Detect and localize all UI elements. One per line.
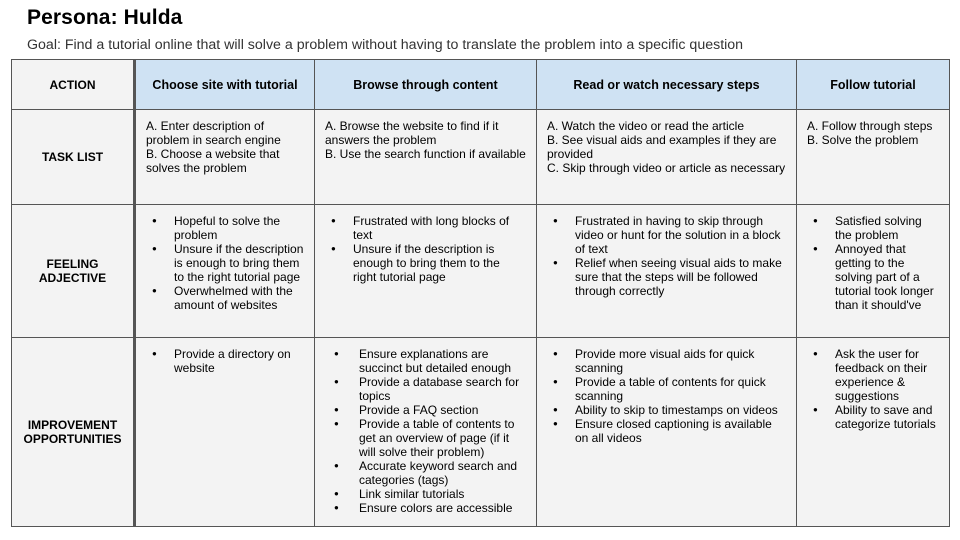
task-item: A. Follow through steps bbox=[807, 119, 933, 133]
task-cell-1 bbox=[135, 110, 315, 205]
list-item: ● Accurate keyword search and categories (tags) bbox=[325, 459, 526, 487]
list-item: ● Provide a table of contents to get an overview of page (if it will solve their problem) bbox=[325, 417, 526, 459]
row-header-improvement: IMPROVEMENT OPPORTUNITIES bbox=[12, 338, 135, 527]
row-header-task-list: TASK LIST bbox=[12, 110, 135, 205]
list-item: ● Hopeful to solve the problem bbox=[146, 214, 304, 242]
column-header-1: Choose site with tutorial bbox=[135, 60, 315, 110]
column-header-2: Browse through content bbox=[315, 60, 537, 110]
page-title: Persona: Hulda bbox=[27, 6, 183, 29]
improvement-cell-1 bbox=[135, 338, 315, 527]
list-item: ● Provide a FAQ section bbox=[325, 403, 526, 417]
list-item: ● Ensure closed captioning is available on all videos bbox=[547, 417, 786, 445]
list-item: ● Annoyed that getting to the solving part of a tutorial took longer than it should've bbox=[807, 242, 939, 312]
improvement-row bbox=[12, 338, 950, 527]
column-header-4: Follow tutorial bbox=[797, 60, 950, 110]
column-header-3: Read or watch necessary steps bbox=[537, 60, 797, 110]
row-header-action: ACTION bbox=[12, 60, 135, 110]
list-item: ● Satisfied solving the problem bbox=[807, 214, 939, 242]
task-item: B. Solve the problem bbox=[807, 133, 919, 147]
task-item: B. Use the search function if available bbox=[325, 147, 526, 161]
task-list-row bbox=[12, 110, 950, 205]
improvement-cell-4 bbox=[797, 338, 950, 527]
task-cell-4 bbox=[797, 110, 950, 205]
task-cell-2 bbox=[315, 110, 537, 205]
improvement-cell-2 bbox=[315, 338, 537, 527]
task-item: A. Browse the website to find if it answers the problem bbox=[325, 119, 499, 147]
list-item: ● Ability to save and categorize tutorials bbox=[807, 403, 939, 431]
list-item: ● Provide a database search for topics bbox=[325, 375, 526, 403]
list-item: ● Link similar tutorials bbox=[325, 487, 526, 501]
list-item: ● Unsure if the description is enough to bring them to the right tutorial page bbox=[146, 242, 304, 284]
list-item: ● Provide a directory on website bbox=[146, 347, 304, 375]
list-item: ● Unsure if the description is enough to bring them to the right tutorial page bbox=[325, 242, 526, 284]
list-item: ● Frustrated with long blocks of text bbox=[325, 214, 526, 242]
goal-statement: Goal: Find a tutorial online that will solve a problem without having to translate the problem into a specific question bbox=[27, 37, 744, 53]
header-row bbox=[12, 60, 950, 110]
improvement-cell-3 bbox=[537, 338, 797, 527]
task-item: A. Enter description of problem in search engine bbox=[146, 119, 281, 147]
feeling-cell-2 bbox=[315, 205, 537, 338]
row-header-feeling: FEELING ADJECTIVE bbox=[12, 205, 135, 338]
feeling-cell-3 bbox=[537, 205, 797, 338]
list-item: ● Frustrated in having to skip through video or hunt for the solution in a block of text bbox=[547, 214, 786, 256]
list-item: ● Ensure colors are accessible bbox=[325, 501, 526, 515]
list-item: ● Ensure explanations are succinct but detailed enough bbox=[325, 347, 526, 375]
list-item: ● Provide more visual aids for quick scanning bbox=[547, 347, 786, 375]
list-item: ● Relief when seeing visual aids to make sure that the steps will be followed through correctly bbox=[547, 256, 786, 298]
list-item: ● Provide a table of contents for quick scanning bbox=[547, 375, 786, 403]
feeling-cell-1 bbox=[135, 205, 315, 338]
task-item: C. Skip through video or article as necessary bbox=[547, 161, 786, 175]
task-cell-3 bbox=[537, 110, 797, 205]
feeling-cell-4 bbox=[797, 205, 950, 338]
list-item: ● Overwhelmed with the amount of websites bbox=[146, 284, 304, 312]
task-item: B. Choose a website that solves the problem bbox=[146, 147, 280, 175]
task-item: B. See visual aids and examples if they are provided bbox=[547, 133, 777, 161]
journey-map-table bbox=[11, 59, 950, 527]
feeling-row bbox=[12, 205, 950, 338]
task-item: A. Watch the video or read the article bbox=[547, 119, 744, 133]
list-item: ● Ability to skip to timestamps on videos bbox=[547, 403, 786, 417]
list-item: ● Ask the user for feedback on their experience & suggestions bbox=[807, 347, 939, 403]
